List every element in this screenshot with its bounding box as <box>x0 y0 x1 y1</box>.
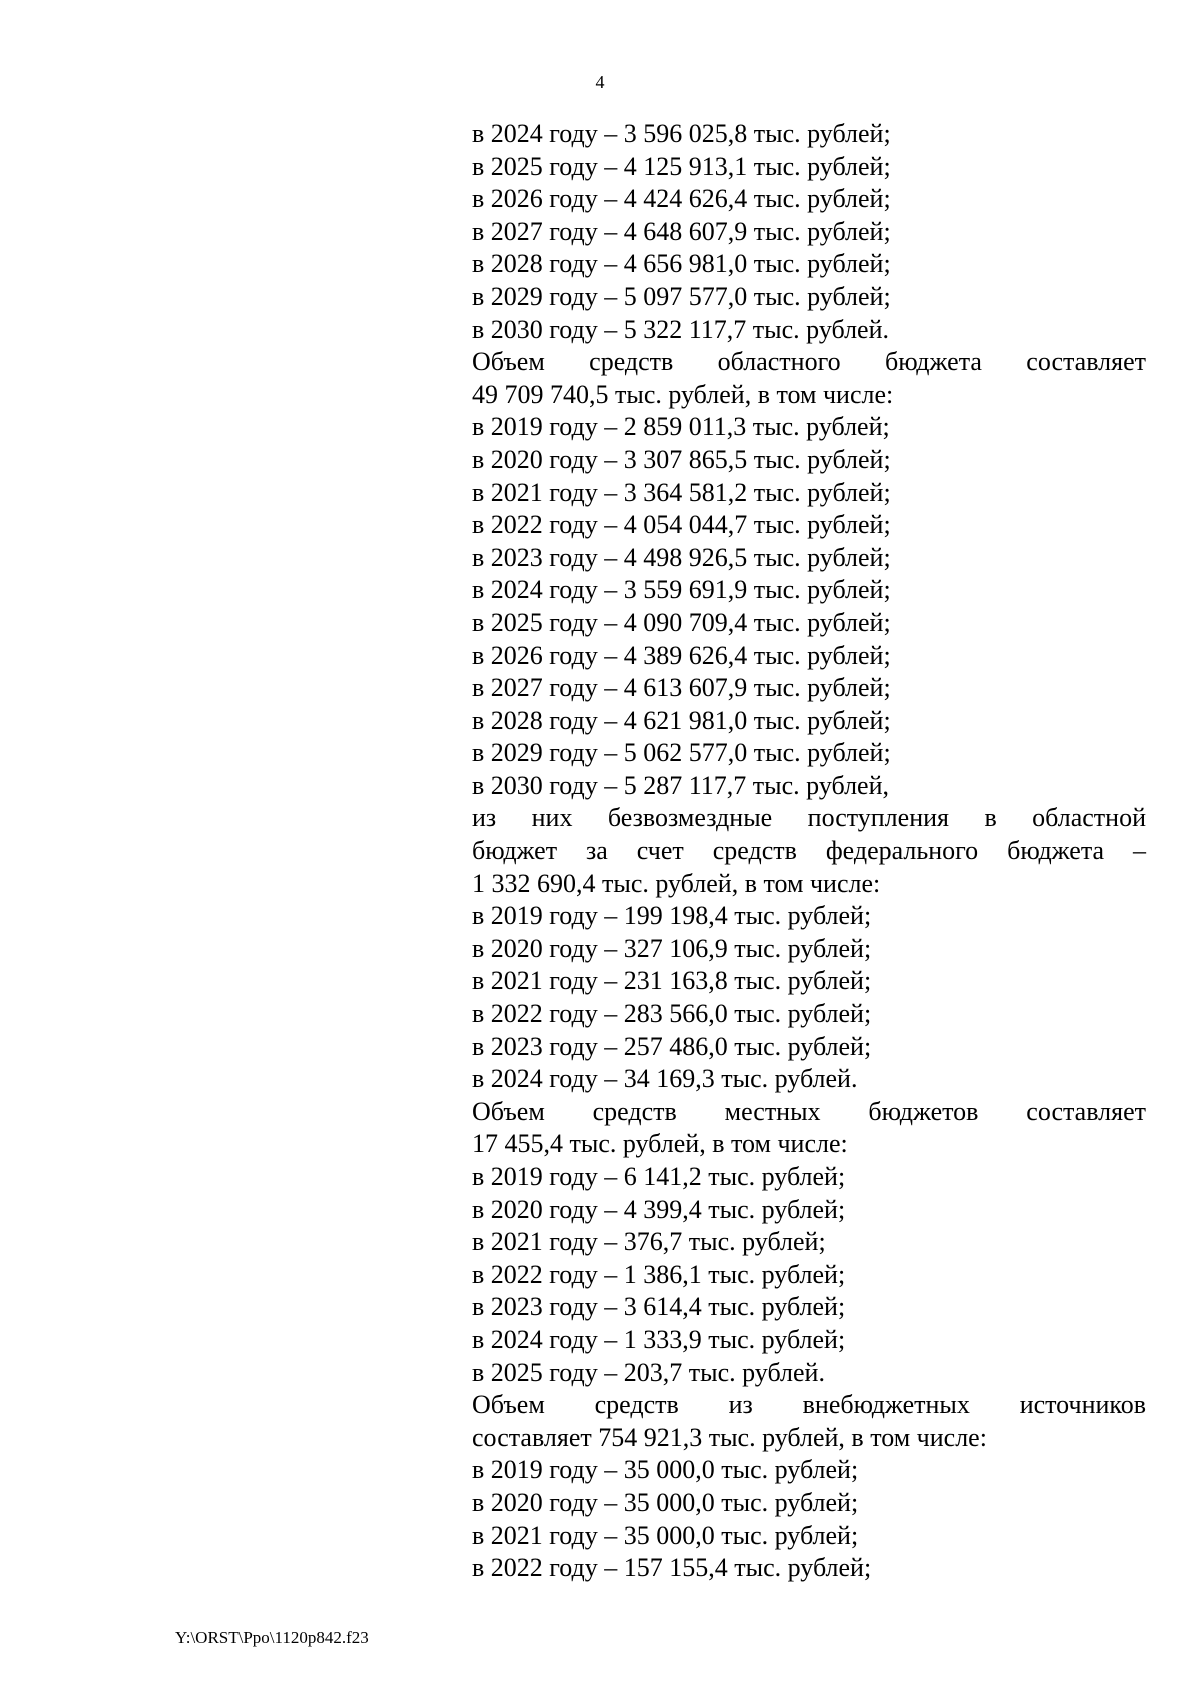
text-line: в 2020 году – 35 000,0 тыс. рублей; <box>472 1487 859 1517</box>
text-line: в 2025 году – 203,7 тыс. рублей. <box>472 1357 825 1387</box>
text-line: в 2027 году – 4 613 607,9 тыс. рублей; <box>472 673 891 703</box>
text-line: бюджет за счет средств федерального бюджета – <box>472 836 1146 866</box>
text-line: в 2019 году – 6 141,2 тыс. рублей; <box>472 1162 846 1191</box>
text-line: 49 709 740,5 тыс. рублей, в том числе: <box>472 379 894 409</box>
document-body <box>472 118 1146 1585</box>
text-line: в 2029 году – 5 097 577,0 тыс. рублей; <box>472 281 891 311</box>
text-line: в 2021 году – 231 163,8 тыс. рублей; <box>472 966 872 996</box>
text-line: в 2021 году – 35 000,0 тыс. рублей; <box>472 1520 859 1550</box>
text-line: в 2029 году – 5 062 577,0 тыс. рублей; <box>472 738 891 768</box>
text-line: в 2021 году – 3 364 581,2 тыс. рублей; <box>472 477 891 507</box>
text-line: в 2022 году – 1 386,1 тыс. рублей; <box>472 1259 846 1289</box>
text-line: в 2022 году – 283 566,0 тыс. рублей; <box>472 999 872 1029</box>
text-line: в 2026 году – 4 424 626,4 тыс. рублей; <box>472 184 891 214</box>
page-number: 4 <box>595 72 605 92</box>
text-line: в 2028 году – 4 621 981,0 тыс. рублей; <box>472 705 891 735</box>
text-line: в 2023 году – 4 498 926,5 тыс. рублей; <box>472 542 891 572</box>
text-line: в 2019 году – 199 198,4 тыс. рублей; <box>472 901 872 931</box>
text-line: в 2027 году – 4 648 607,9 тыс. рублей; <box>472 216 891 246</box>
text-line: в 2020 году – 4 399,4 тыс. рублей; <box>472 1194 846 1224</box>
text-line: в 2025 году – 4 125 913,1 тыс. рублей; <box>472 151 891 181</box>
text-line: 1 332 690,4 тыс. рублей, в том числе: <box>472 868 881 898</box>
text-line: в 2030 году – 5 322 117,7 тыс. рублей. <box>472 314 890 344</box>
text-line: в 2023 году – 257 486,0 тыс. рублей; <box>472 1031 872 1061</box>
text-line: в 2028 году – 4 656 981,0 тыс. рублей; <box>472 249 891 279</box>
text-line: в 2024 году – 3 596 025,8 тыс. рублей; <box>472 119 891 148</box>
text-line: в 2025 году – 4 090 709,4 тыс. рублей; <box>472 607 891 637</box>
text-line: в 2024 году – 34 169,3 тыс. рублей. <box>472 1064 858 1094</box>
text-line: составляет 754 921,3 тыс. рублей, в том числе: <box>472 1422 987 1452</box>
text-line: Объем средств местных бюджетов составляет <box>472 1096 1146 1126</box>
text-line: в 2019 году – 35 000,0 тыс. рублей; <box>472 1455 859 1485</box>
text-line: в 2022 году – 4 054 044,7 тыс. рублей; <box>472 510 891 540</box>
text-line: в 2022 году – 157 155,4 тыс. рублей; <box>472 1553 872 1583</box>
text-line: в 2024 году – 3 559 691,9 тыс. рублей; <box>472 575 891 605</box>
text-line: в 2030 году – 5 287 117,7 тыс. рублей, <box>472 770 890 800</box>
text-line: в 2023 году – 3 614,4 тыс. рублей; <box>472 1292 846 1322</box>
text-line: в 2024 году – 1 333,9 тыс. рублей; <box>472 1324 846 1354</box>
text-line: в 2021 году – 376,7 тыс. рублей; <box>472 1227 826 1257</box>
text-line: в 2026 году – 4 389 626,4 тыс. рублей; <box>472 640 891 670</box>
text-line: в 2020 году – 327 106,9 тыс. рублей; <box>472 933 872 963</box>
text-line: 17 455,4 тыс. рублей, в том числе: <box>472 1129 848 1159</box>
text-line: Объем средств из внебюджетных источников <box>472 1390 1146 1420</box>
text-line: Объем средств областного бюджета составляет <box>472 347 1146 377</box>
text-line: в 2019 году – 2 859 011,3 тыс. рублей; <box>472 412 890 442</box>
text-line: в 2020 году – 3 307 865,5 тыс. рублей; <box>472 444 891 474</box>
footer-file-path: Y:\ORST\Ppo\1120p842.f23 <box>175 1628 369 1647</box>
text-line: из них безвозмездные поступления в областной <box>472 803 1146 833</box>
